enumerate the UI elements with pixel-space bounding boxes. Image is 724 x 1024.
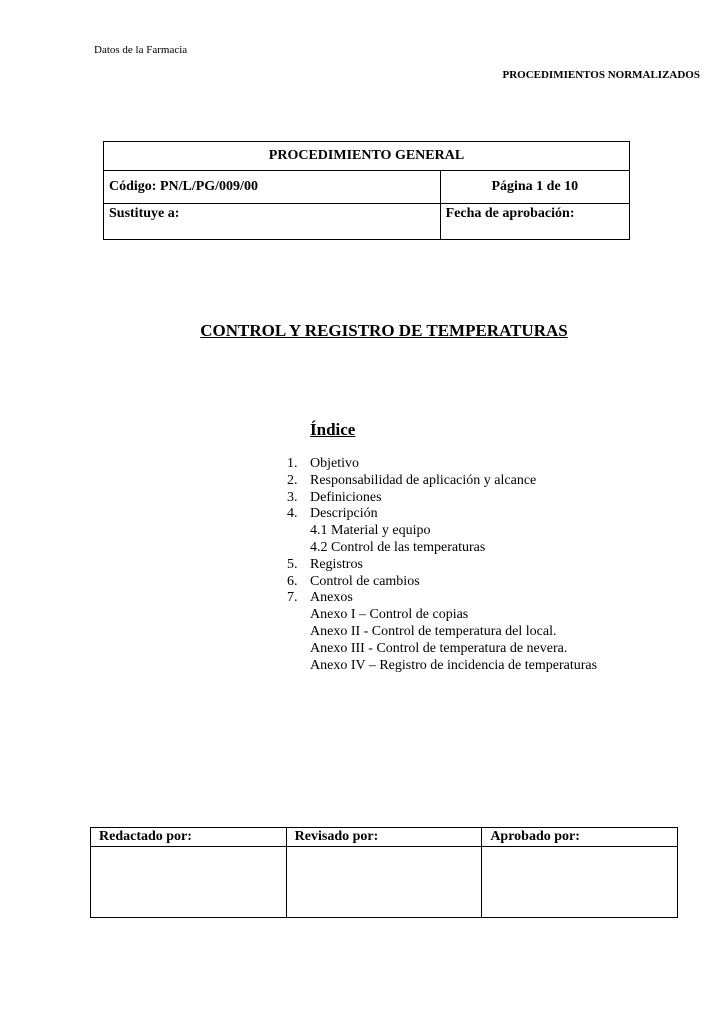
index-item [287,506,597,523]
index-item [287,607,597,624]
reviewed-by-signature [286,847,482,918]
replaces-cell: Sustituye a: [104,204,441,240]
index-item [287,456,597,473]
index-item-text: Anexo II - Control de temperatura del local. [310,623,557,639]
index-item-number [287,624,310,641]
index-item-text: Objetivo [310,456,359,471]
pharmacy-data-label: Datos de la Farmacia [94,44,188,56]
index-item [287,658,597,675]
index-item [287,540,597,557]
index-item [287,490,597,507]
index-item-number: 5. [287,556,298,572]
index-item-text: Anexo III - Control de temperatura de nevera. [310,640,568,656]
index-item-text: Descripción [310,506,378,522]
section-header: PROCEDIMIENTOS NORMALIZADOS [502,69,700,81]
index-item-text: Anexos [310,590,353,606]
signature-table [90,827,678,918]
page-number-cell: Página 1 de 10 [440,171,629,204]
index-item [287,523,597,540]
index-item-number [287,641,310,658]
index-item-number: 3. [287,489,298,505]
drafted-by-header: Redactado por: [91,828,287,847]
index-item-number: 1. [287,456,298,471]
index-item-text: Definiciones [310,489,382,505]
index-item-number [287,658,310,675]
index-item [287,624,597,641]
index-item-text: Responsabilidad de aplicación y alcance [310,472,537,488]
index-item [287,641,597,658]
index-item-number [287,523,310,540]
drafted-by-signature [91,847,287,918]
index-item-number: 6. [287,573,298,589]
document-title: CONTROL Y REGISTRO DE TEMPERATURAS [200,321,568,340]
procedure-code-cell: Código: PN/L/PG/009/00 [104,171,441,204]
procedure-info-table [103,141,630,240]
index-item-text: 4.1 Material y equipo [310,523,431,539]
index-item [287,590,597,607]
index-item-number: 4. [287,506,298,522]
approval-date-cell: Fecha de aprobación: [440,204,629,240]
index-item-number: 2. [287,472,298,488]
index-item-text: Anexo I – Control de copias [310,607,469,623]
approved-by-header: Aprobado por: [482,828,678,847]
index-item-number [287,607,310,624]
approved-by-signature [482,847,678,918]
index-item [287,574,597,591]
index-item-text: Control de cambios [310,573,420,589]
reviewed-by-header: Revisado por: [286,828,482,847]
index-heading: Índice [310,420,356,439]
procedure-type-cell: PROCEDIMIENTO GENERAL [104,142,630,171]
index-item-number [287,540,310,557]
index-item-text: Registros [310,556,363,572]
index-item-number: 7. [287,590,298,606]
index-item-text: Anexo IV – Registro de incidencia de temperaturas [310,657,598,673]
index-item [287,557,597,574]
index-item [287,473,597,490]
index-item-text: 4.2 Control de las temperaturas [310,539,486,555]
table-of-contents [287,456,597,674]
